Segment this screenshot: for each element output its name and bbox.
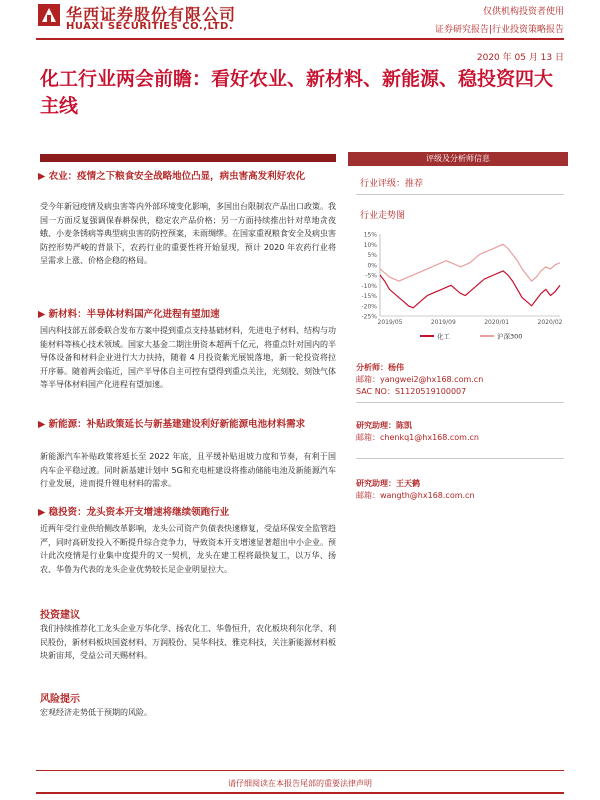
investment-heading: 投资建议	[40, 610, 80, 621]
report-date: 2020 年 05 月 13 日	[476, 53, 564, 63]
company-name-cn: 华西证券股份有限公司	[66, 5, 237, 24]
y-tick-label: -20%	[361, 303, 377, 311]
content-top-bar	[40, 154, 336, 162]
series-line-0	[380, 271, 560, 308]
analyst-sac: SAC NO：S1120519100007	[356, 387, 467, 396]
section-heading-stable-investment: ▶ 稳投资：龙头资本开支增速将继续领跑行业	[38, 507, 230, 518]
series-line-1	[380, 244, 560, 281]
rating-box-title: 评级及分析师信息	[348, 152, 568, 166]
analyst-1	[356, 362, 483, 398]
industry-trend-chart	[350, 228, 568, 346]
divider	[356, 458, 564, 459]
company-logo-icon	[38, 4, 60, 26]
footer-divider	[36, 770, 564, 771]
x-tick-label: 2020/02	[537, 319, 563, 326]
risk-text: 宏观经济走势低于预期的风险。	[40, 708, 152, 717]
section-heading-new-energy: ▶ 新能源：补贴政策延长与新基建建设利好新能源电池材料需求	[38, 419, 306, 430]
trend-chart-title: 行业走势图	[360, 211, 406, 221]
analyst-2	[356, 420, 479, 444]
section-heading-new-materials: ▶ 新材料：半导体材料国产化进程有望加速	[38, 309, 220, 320]
y-tick-label: -15%	[361, 293, 377, 300]
audience-note: 仅供机构投资者使用	[482, 7, 564, 17]
y-tick-label: -5%	[365, 272, 377, 280]
analyst-email[interactable]: 邮箱：yangwei2@hx168.com.cn	[356, 375, 484, 384]
y-tick-label: -10%	[361, 282, 377, 290]
y-tick-label: 0%	[367, 262, 377, 270]
y-tick-label: -25%	[361, 313, 377, 321]
analyst-name: 分析师：杨伟	[356, 363, 404, 372]
analyst-3	[356, 478, 475, 502]
investment-text: 我们持续推荐化工龙头企业万华化学、扬农化工、华鲁恒升，农化板块利尔化学、利民股份，新材料板块国瓷材料、万润股份、昊华科技、雅克科技，关注新能源材料板块新宙邦，受益公司天赐材料。	[40, 624, 336, 660]
analyst-email[interactable]: 邮箱：wangth@hx168.com.cn	[356, 491, 475, 500]
analyst-email[interactable]: 邮箱：chenkq1@hx168.com.cn	[356, 433, 479, 442]
header-divider	[36, 38, 564, 40]
report-title: 化工行业两会前瞻：看好农业、新材料、新能源、稳投资四大主线	[40, 68, 554, 117]
legal-notice: 请仔细阅读在本报告尾部的重要法律声明	[228, 779, 372, 788]
analyst-name: 研究助理：陈凯	[356, 421, 412, 430]
section-text-stable-investment: 近两年受行业供给侧改革影响，龙头公司资产负债表快速修复，受益环保安全监管趋严，同时高研发投入不断提升综合竞争力，导致资本开支增速显著超出中小企业。预计此次疫情是行业集中度提升的又一契机，龙头在建工程将最快复工，以万华、扬农、华鲁为代表的龙头企业优势较长足企业明显拉大。	[40, 524, 336, 574]
legend-label: 化工	[437, 332, 450, 341]
x-tick-label: 2020/01	[484, 319, 510, 326]
company-name-en: HUAXI SECURITIES CO.,LTD.	[66, 21, 234, 32]
divider	[356, 194, 564, 195]
footer-bar	[36, 792, 564, 794]
risk-heading: 风险提示	[40, 694, 80, 705]
report-type: 证券研究报告|行业投资策略报告	[434, 25, 564, 35]
legend-label: 沪深300	[497, 332, 523, 341]
y-tick-label: 5%	[367, 252, 377, 259]
section-text-agriculture: 受今年新冠疫情及病虫害等内外部环境变化影响，多国出台限制农产品出口政策。我国一方面反复强调保春耕保供，稳定农产品价格；另一方面持续推出针对草地贪夜蛾、小麦条锈病等典型病虫害的防控预案，未雨绸缪。在国家重视粮食安全及病虫害防控形势严峻的背景下，农药行业的重要性将开始显现，预计 2020 年农药行业将呈需求上涨、价格企稳的格局。	[40, 202, 336, 265]
industry-rating: 行业评级：推荐	[360, 179, 424, 189]
y-tick-label: 10%	[363, 241, 377, 249]
section-text-new-energy: 新能源汽车补贴政策将延长至 2022 年底，且平缓补贴退坡力度和节奏，有利于国内车企平稳过渡。同时新基建计划中 5G和充电桩建设将推动储能电池及新能源汽车行业发展，进而提升锂电材料的需求。	[40, 452, 336, 488]
section-text-new-materials: 国内科技部五部委联合发布方案中提到重点支持基础材料，先进电子材料、结构与功能材料等核心技术领域。国家大基金二期注册资本超两千亿元，将重点针对国内的半导体设备和材料企业进行大力扶持，随着 4 月投资紫光展锐落地，新一轮投资将拉开序幕。随着两会临近，国产半导体自主可控有望得到重点关注，光刻胶、刻蚀气体等半导体材料国产化进程有望加速。	[40, 326, 336, 389]
x-tick-label: 2019/09	[430, 319, 456, 326]
analyst-name: 研究助理：王天鹤	[356, 479, 420, 488]
y-tick-label: 15%	[363, 231, 377, 239]
divider	[356, 402, 564, 403]
section-heading-agriculture: ▶ 农业：疫情之下粮食安全战略地位凸显，病虫害高发利好农化	[38, 171, 306, 182]
x-tick-label: 2019/05	[377, 319, 403, 326]
